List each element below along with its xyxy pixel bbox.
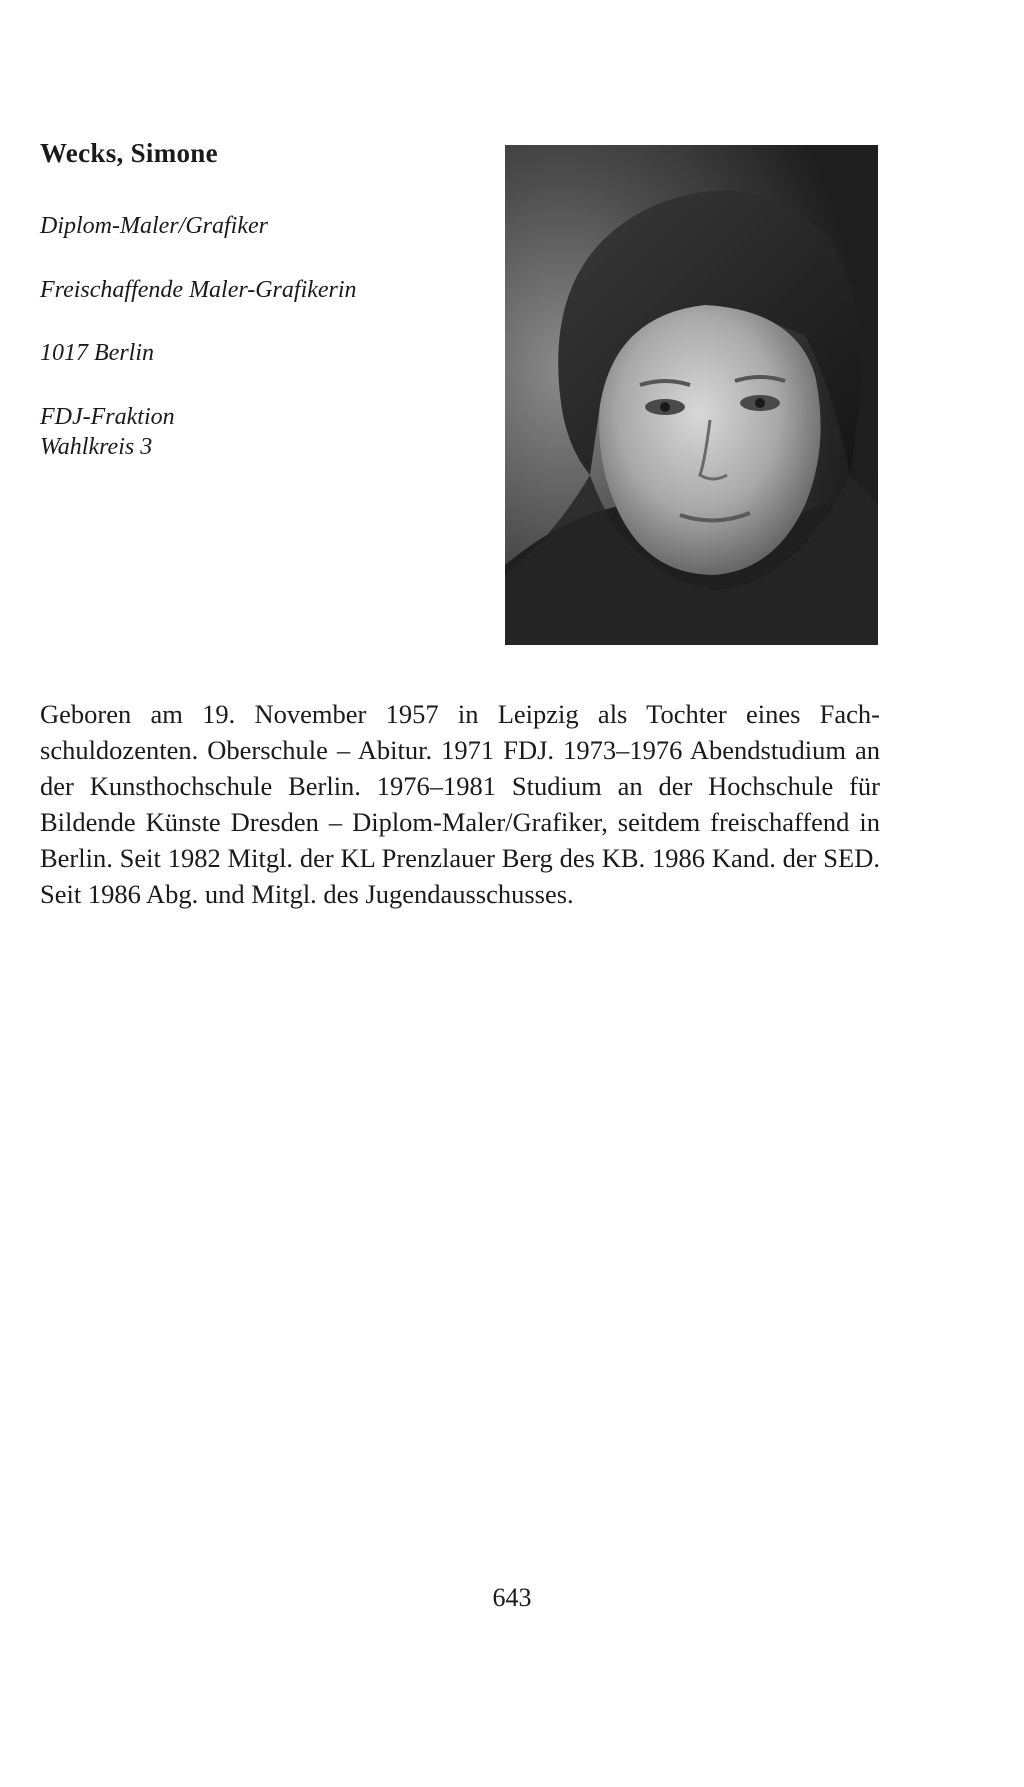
faction: FDJ-Fraktion — [40, 404, 175, 430]
person-name: Wecks, Simone — [40, 138, 218, 168]
portrait-photo — [505, 145, 878, 645]
biography: Geboren am 19. November 1957 in Leipzig als Tochter eines Fachschuldozenten. Oberschule – Abitur. 1971 FDJ. 1973–1976 Abendstudium an der Kunsthochschule Berlin. 1976–1981 Studium an der Hochschule für Bildende Künste Dresden – Diplom-Maler/Grafiker, seitdem freischaffend in Berlin. Seit 1982 Mitgl. der KL Prenzlauer Berg des KB. 1986 Kand. der SED. Seit 1986 Abg. und Mitgl. des Jugendausschusses. — [40, 699, 880, 909]
city: 1017 Berlin — [40, 340, 154, 366]
portrait-image — [505, 145, 878, 645]
page-number: 643 — [492, 1583, 532, 1612]
profession: Diplom-Maler/Grafiker — [40, 213, 268, 239]
occupation: Freischaffende Maler-Grafikerin — [40, 277, 357, 303]
electoral-district: Wahlkreis 3 — [40, 434, 153, 460]
